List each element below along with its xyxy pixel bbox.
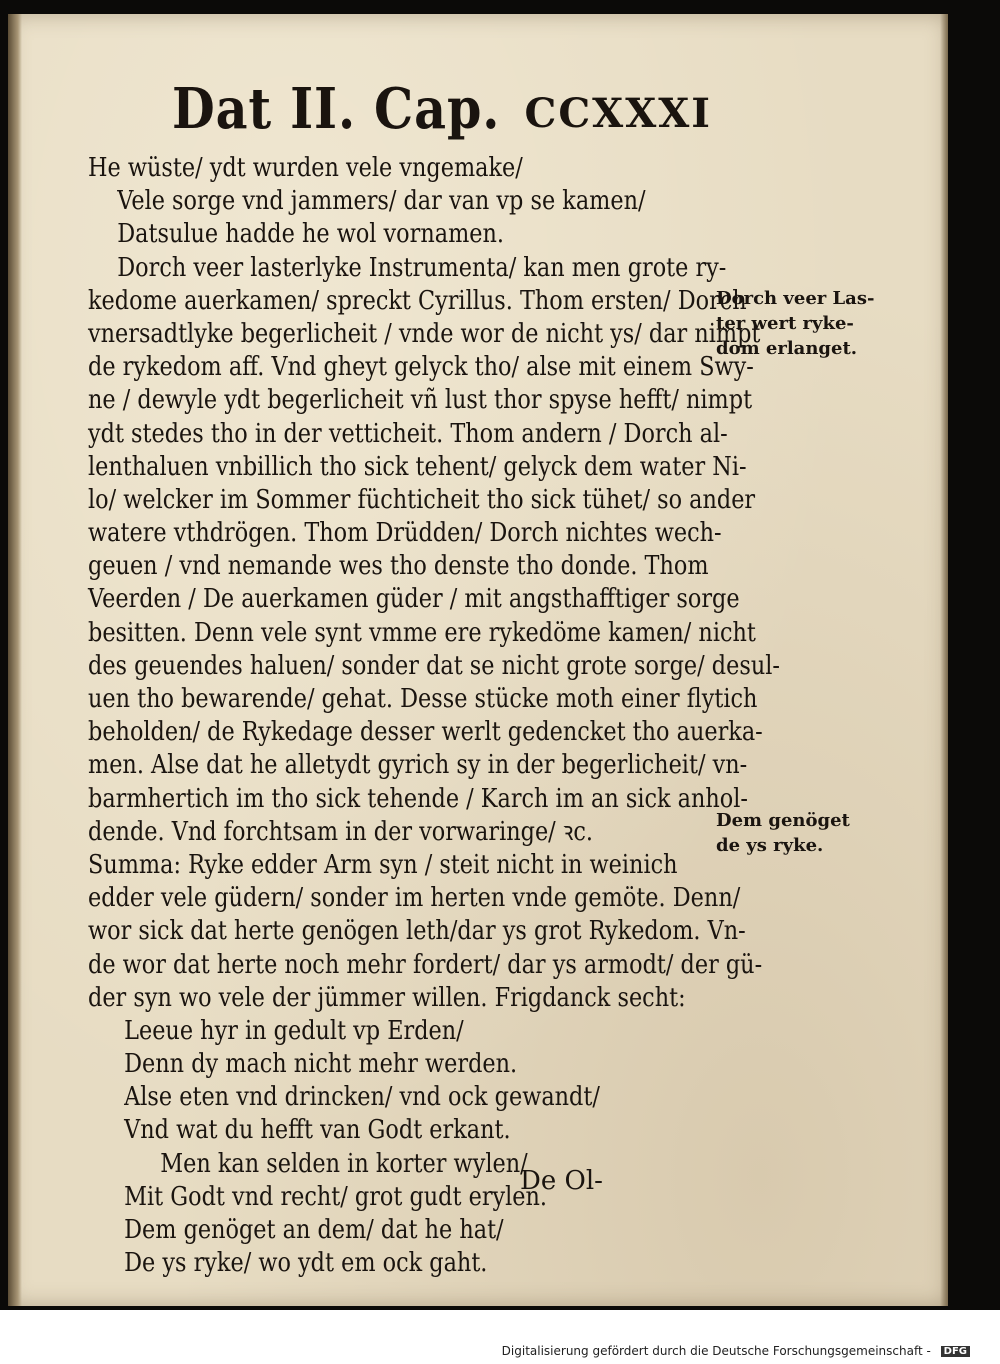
verse-line: Denn dy mach nicht mehr werden. xyxy=(124,1049,518,1080)
text-line: de rykedom aff. Vnd gheyt gelyck tho/ alse mit einem Swy- xyxy=(88,352,754,383)
text-line: barmhertich im tho sick tehende / Karch im an sick anhol- xyxy=(88,783,748,814)
folio-number: CCXXXI xyxy=(524,90,712,137)
marginal-note-line: Dem genöget xyxy=(716,810,850,831)
verse-line: Men kan selden in korter wylen/ xyxy=(160,1148,528,1179)
text-line: men. Alse dat he alletydt gyrich sy in der begerlicheit/ vn- xyxy=(88,750,748,781)
text-line: edder vele güdern/ sonder im herten vnde gemöte. Denn/ xyxy=(88,883,741,914)
marginal-note-line: de ys ryke. xyxy=(716,835,824,856)
text-line: geuen / vnd nemande wes tho denste tho donde. Thom xyxy=(88,551,709,582)
footer-bar xyxy=(0,1310,1000,1364)
footer-credit-text: Digitalisierung gefördert durch die Deutsche Forschungsgemeinschaft - xyxy=(501,1344,931,1358)
catchword: De Ol- xyxy=(520,1166,603,1196)
marginal-note-line: ter wert ryke- xyxy=(716,313,854,334)
text-line: ydt stedes tho in der vetticheit. Thom andern / Dorch al- xyxy=(88,418,728,449)
text-line: besitten. Denn vele synt vmme ere rykedöme kamen/ nicht xyxy=(88,617,756,648)
marginal-note-line: dom erlanget. xyxy=(716,338,858,359)
page-binding-shadow xyxy=(8,14,22,1306)
text-line: Datsulue hadde he wol vornamen. xyxy=(117,219,505,250)
text-line: wor sick dat herte genögen leth/dar ys grot Rykedom. Vn- xyxy=(88,916,746,947)
text-line: watere vthdrögen. Thom Drüdden/ Dorch nichtes wech- xyxy=(88,518,722,549)
text-line: Veerden / De auerkamen güder / mit angsthafftiger sorge xyxy=(88,584,740,615)
text-line: vnersadtlyke begerlicheit / vnde wor de nicht ys/ dar nimpt xyxy=(88,318,761,349)
text-line: Dorch veer lasterlyke Instrumenta/ kan men grote ry- xyxy=(117,252,727,283)
text-line: ne / dewyle ydt begerlicheit vñ lust thor spyse hefft/ nimpt xyxy=(88,385,753,416)
verse-line: Vnd wat du hefft van Godt erkant. xyxy=(124,1115,511,1146)
verse-line: De ys ryke/ wo ydt em ock gaht. xyxy=(124,1248,488,1279)
text-line: lo/ welcker im Sommer füchticheit tho sick tühet/ so ander xyxy=(88,484,756,515)
page-header xyxy=(172,76,712,156)
verse-line: Dem genöget an dem/ dat he hat/ xyxy=(124,1215,504,1245)
verse-block xyxy=(88,1015,710,1281)
text-line: de wor dat herte noch mehr fordert/ dar ys armodt/ der gü- xyxy=(88,949,763,980)
verse-line: Mit Godt vnd recht/ grot gudt erylen. xyxy=(124,1181,548,1212)
text-line: Vele sorge vnd jammers/ dar van vp se kamen/ xyxy=(117,186,646,217)
text-line: beholden/ de Rykedage desser werlt gedencket tho auerka- xyxy=(88,717,763,748)
text-line: Summa: Ryke edder Arm syn / steit nicht in weinich xyxy=(88,849,678,880)
marginal-note xyxy=(716,286,886,361)
chapter-title: Dat II. Cap. xyxy=(172,76,501,142)
main-text-block xyxy=(88,152,780,1280)
marginal-note xyxy=(716,808,886,858)
text-line: des geuendes haluen/ sonder dat se nicht grote sorge/ desul- xyxy=(88,650,780,681)
verse-line: Leeue hyr in gedult vp Erden/ xyxy=(124,1015,464,1046)
dfg-logo-icon: DFG xyxy=(941,1346,970,1357)
text-line: uen tho bewarende/ gehat. Desse stücke moth einer flytich xyxy=(88,684,758,714)
text-line: kedome auerkamen/ spreckt Cyrillus. Thom ersten/ Dorch xyxy=(88,285,747,316)
text-line: He wüste/ ydt wurden vele vngemake/ xyxy=(88,153,523,183)
text-line: dende. Vnd forchtsam in der vorwaringe/ ꝛc. xyxy=(88,816,594,847)
text-line: lenthaluen vnbillich tho sick tehent/ gelyck dem water Ni- xyxy=(88,451,747,482)
text-line: der syn wo vele der jümmer willen. Frigdanck secht: xyxy=(88,982,686,1013)
footer-credit xyxy=(502,1344,970,1358)
marginal-note-line: Dorch veer Las- xyxy=(716,288,875,309)
verse-line: Alse eten vnd drincken/ vnd ock gewandt/ xyxy=(124,1082,600,1113)
page-edge-shadow xyxy=(940,14,948,1306)
